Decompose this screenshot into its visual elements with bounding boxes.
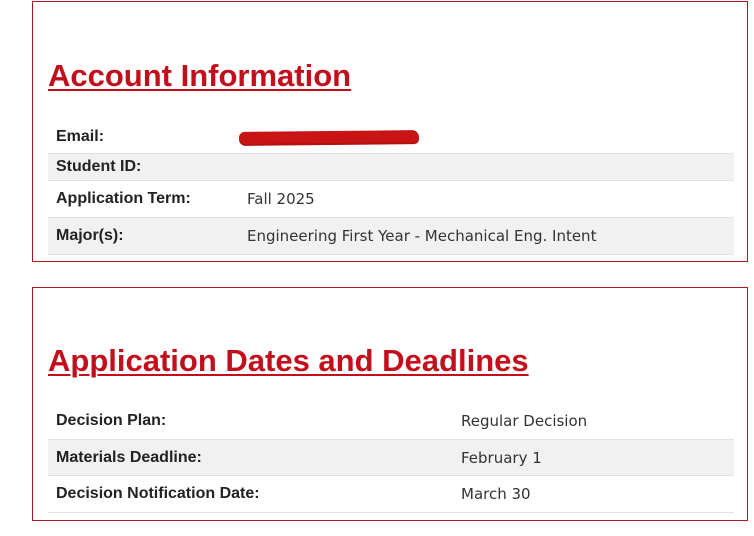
account-information-heading: Account Information: [48, 58, 352, 93]
decision-plan-value: Regular Decision: [461, 412, 588, 430]
application-dates-heading: Application Dates and Deadlines: [48, 343, 529, 378]
email-label: Email:: [56, 127, 105, 145]
student-id-row: [48, 154, 734, 181]
account-info-table: [48, 120, 734, 255]
application-term-value: Fall 2025: [247, 190, 315, 208]
materials-deadline-label: Materials Deadline:: [56, 448, 202, 466]
materials-deadline-row: [48, 440, 734, 476]
application-term-label: Application Term:: [56, 190, 191, 207]
majors-label: Major(s):: [56, 227, 124, 244]
majors-row: [48, 218, 734, 255]
account-information-panel: [32, 1, 748, 262]
decision-notification-row: [48, 476, 734, 513]
email-value: [247, 127, 419, 147]
materials-deadline-value: February 1: [461, 448, 542, 467]
decision-notification-value: March 30: [461, 485, 531, 503]
dates-info-table: [48, 403, 734, 513]
email-redaction-mark: [239, 130, 419, 144]
email-row: [48, 120, 734, 154]
decision-plan-row: [48, 403, 734, 440]
application-term-row: [48, 181, 734, 218]
application-dates-panel: [32, 287, 748, 521]
student-id-label: Student ID:: [56, 158, 142, 175]
decision-plan-label: Decision Plan:: [56, 412, 167, 429]
majors-value: Engineering First Year - Mechanical Eng. Intent: [247, 227, 597, 245]
decision-notification-label: Decision Notification Date:: [56, 485, 260, 502]
